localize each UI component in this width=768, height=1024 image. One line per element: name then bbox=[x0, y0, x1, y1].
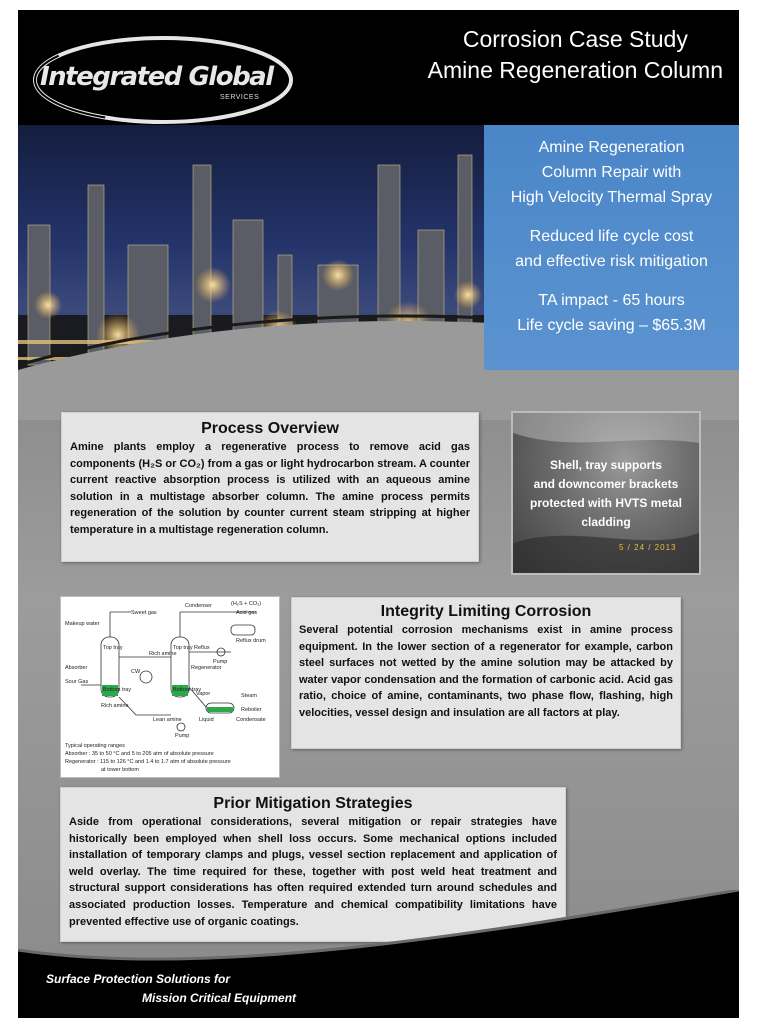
diagram-label-regenerator: Regenerator bbox=[191, 665, 222, 671]
diagram-label-makeup-water: Makeup water bbox=[65, 621, 100, 627]
diagram-label-sweet-gas: Sweet gas bbox=[131, 610, 157, 616]
diagram-label-liquid: Liquid bbox=[199, 717, 214, 723]
brochure-page bbox=[18, 10, 739, 1018]
process-overview-title: Process Overview bbox=[201, 420, 339, 437]
highlight-line-1: Amine Regeneration bbox=[538, 139, 685, 156]
diagram-regenerator-range: Regenerator : 115 to 126 °C and 1.4 to 1.7 atm of absolute pressure bbox=[65, 759, 231, 765]
footer-line-1: Surface Protection Solutions for bbox=[46, 972, 231, 986]
diagram-absorber-range: Absorber : 35 to 50 °C and 5 to 205 atm of absolute pressure bbox=[65, 751, 214, 757]
diagram-label-bottom-tray-1: Bottom tray bbox=[103, 687, 132, 693]
highlight-line-6: TA impact - 65 hours bbox=[538, 292, 685, 309]
mitigation-body: Aside from operational considerations, several mitigation or repair strategies have historically been employed when shell loss occurs. Some mechanical options included installation of temporary clamps and plugs, vessel section replacement and application of weld overlay. The time required for these, together with post weld heat treatment and structural support considerations has often required extended turn around schedules and associated production losses. Temperature and chemical compatibility limitations have prevented effective use of organic coatings. bbox=[69, 816, 557, 928]
diagram-label-condensate: Condensate bbox=[236, 717, 266, 723]
process-diagram bbox=[60, 596, 280, 778]
highlight-line-2: Column Repair with bbox=[541, 164, 682, 181]
diagram-label-steam: Steam bbox=[241, 693, 257, 699]
diagram-label-vapor: Vapor bbox=[196, 691, 211, 697]
diagram-label-bottom-tray-2: Bottom tray bbox=[173, 687, 202, 693]
diagram-label-cw: CW bbox=[131, 669, 141, 675]
process-overview-body: Amine plants employ a regenerative process to remove acid gas components (H₂S or CO₂) from a gas or light hydrocarbon stream. A counter current reactive absorption process is utilized with an aqueous amine solution in a multistage absorber column. The amine process permits regeneration of the solution by counter current steam stripping at higher temperature in a multistage regeneration column. bbox=[70, 441, 470, 536]
diagram-label-absorber: Absorber bbox=[65, 665, 88, 671]
highlight-line-4: Reduced life cycle cost bbox=[529, 228, 694, 245]
title-line-1: Corrosion Case Study bbox=[462, 26, 688, 52]
diagram-label-top-tray-1: Top tray bbox=[103, 645, 123, 651]
mitigation-title: Prior Mitigation Strategies bbox=[213, 795, 413, 812]
diagram-label-acid-gas-formula: (H₂S + CO₂) bbox=[231, 601, 262, 607]
cladding-caption-line-4: cladding bbox=[581, 515, 631, 529]
diagram-label-acid-gas: Acid gas bbox=[236, 610, 258, 616]
integrity-title: Integrity Limiting Corrosion bbox=[380, 603, 592, 620]
cladding-caption-line-3: protected with HVTS metal bbox=[529, 496, 683, 510]
page-title bbox=[428, 24, 723, 86]
diagram-label-lean-amine: Lean amine bbox=[153, 717, 182, 723]
company-logo bbox=[28, 28, 298, 128]
photo-date-stamp: 5 / 24 / 2013 bbox=[619, 543, 677, 552]
diagram-regenerator-range-2: at tower bottom bbox=[101, 767, 139, 773]
cladding-photo bbox=[511, 411, 701, 575]
highlight-line-3: High Velocity Thermal Spray bbox=[510, 189, 713, 206]
diagram-label-condenser: Condenser bbox=[185, 603, 212, 609]
diagram-ranges-title: Typical operating ranges bbox=[65, 743, 125, 749]
brand-name: Integrated Global bbox=[40, 62, 273, 92]
diagram-label-reflux: Reflux bbox=[194, 645, 210, 651]
diagram-label-sour-gas: Sour Gas bbox=[65, 679, 89, 685]
title-line-2: Amine Regeneration Column bbox=[427, 57, 723, 83]
diagram-label-rich-amine: Rich amine bbox=[149, 651, 177, 657]
footer-tagline bbox=[46, 970, 296, 1008]
brand-sub: SERVICES bbox=[220, 94, 260, 101]
diagram-label-pump-1: Pump bbox=[213, 659, 228, 665]
integrity-panel bbox=[291, 597, 681, 749]
cladding-caption bbox=[513, 456, 699, 532]
highlights-box bbox=[484, 125, 739, 370]
diagram-label-reflux-drum: Reflux drum bbox=[236, 638, 266, 644]
highlight-line-7: Life cycle saving – $65.3M bbox=[517, 317, 706, 334]
diagram-label-pump-2: Pump bbox=[175, 733, 190, 739]
integrity-body: Several potential corrosion mechanisms exist in amine process equipment. In the lower section of a regenerator for example, carbon steel surfaces not wetted by the amine solution may be attacked by water vapor condensation and the formation of carbonic acid. Acid gas ratio, choice of amine, contaminants, two phase flow, flashing, high velocities, vessel design and insulation are all factors at play. bbox=[299, 624, 673, 719]
process-overview-panel bbox=[61, 412, 479, 562]
cladding-caption-line-1: Shell, tray supports bbox=[549, 458, 663, 472]
diagram-label-top-tray-2: Top tray bbox=[173, 645, 193, 651]
cladding-caption-line-2: and downcomer brackets bbox=[533, 477, 679, 491]
diagram-label-reboiler: Reboiler bbox=[241, 707, 262, 713]
highlight-line-5: and effective risk mitigation bbox=[515, 253, 708, 270]
footer-line-2: Mission Critical Equipment bbox=[142, 991, 297, 1005]
diagram-label-rich-amine-2: Rich amine bbox=[101, 703, 129, 709]
